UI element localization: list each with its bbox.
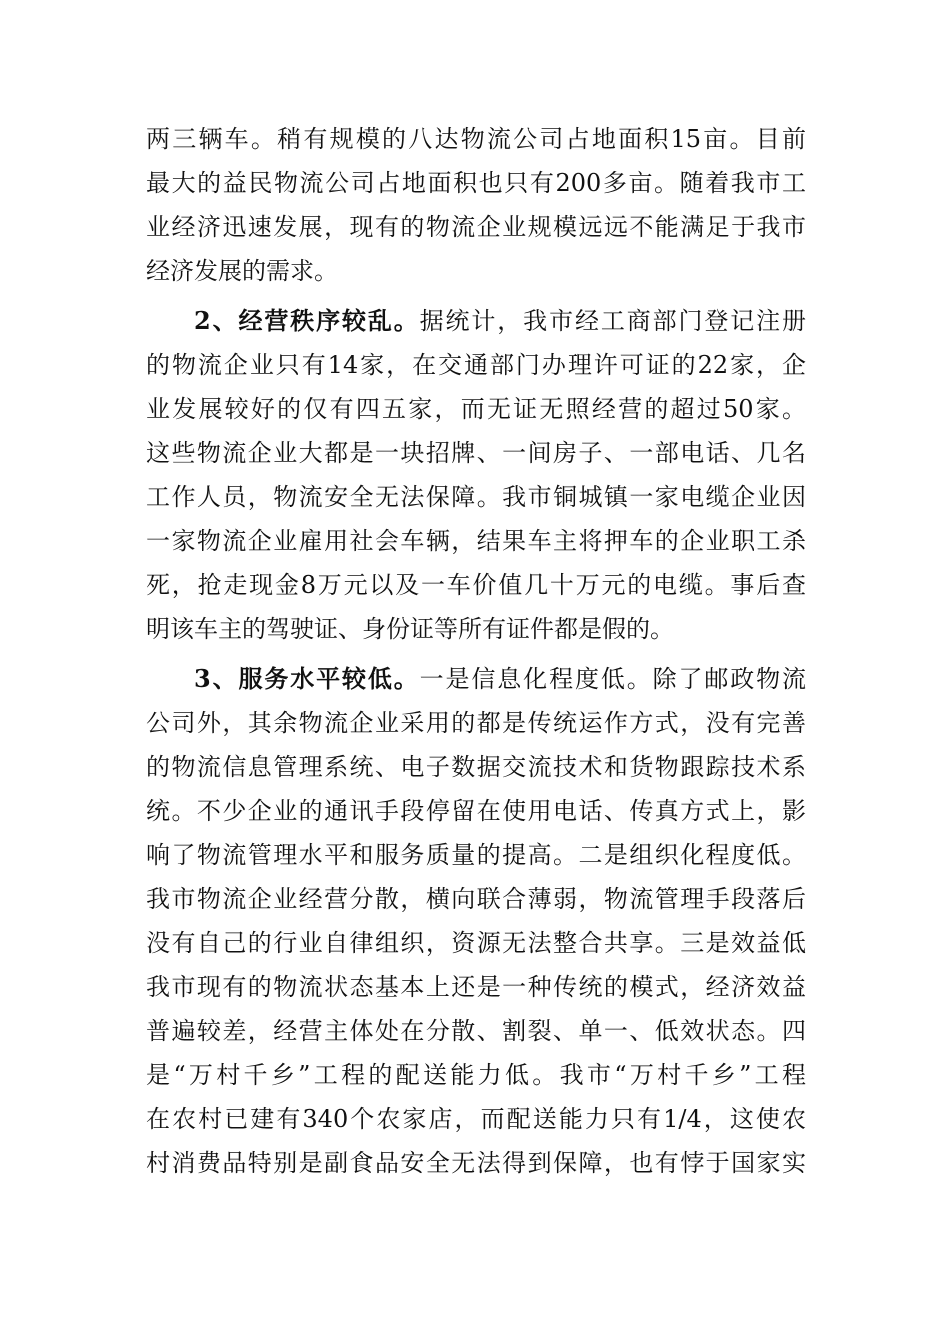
text-line: 我市物流企业经营分散，横向联合薄弱，物流管理手段落后 (146, 885, 806, 913)
text-line: 在农村已建有340个农家店，而配送能力只有1/4，这使农 (146, 1105, 806, 1133)
text-line: 业发展较好的仅有四五家，而无证无照经营的超过50家。 (146, 395, 806, 423)
text-line: 没有自己的行业自律组织，资源无法整合共享。三是效益低 (146, 929, 806, 957)
text-line: 一家物流企业雇用社会车辆，结果车主将押车的企业职工杀 (146, 527, 806, 555)
text-line: 统。不少企业的通讯手段停留在使用电话、传真方式上，影 (146, 797, 806, 825)
text-line: 死，抢走现金8万元以及一车价值几十万元的电缆。事后查 (146, 571, 806, 599)
text-line: 的物流企业只有14家，在交通部门办理许可证的22家，企 (146, 351, 806, 379)
text-line: 这些物流企业大都是一块招牌、一间房子、一部电话、几名 (146, 439, 806, 467)
section-heading: 2、经营秩序较乱。 (194, 306, 420, 335)
text-line: 两三辆车。稍有规模的八达物流公司占地面积15亩。目前 (146, 125, 806, 153)
text-line: 经济发展的需求。 (146, 257, 338, 285)
text-line: 公司外，其余物流企业采用的都是传统运作方式，没有完善 (146, 709, 806, 737)
text-line: 明该车主的驾驶证、身份证等所有证件都是假的。 (146, 615, 674, 643)
text-line: 工作人员，物流安全无法保障。我市铜城镇一家电缆企业因 (146, 483, 806, 511)
text-line: 业经济迅速发展，现有的物流企业规模远远不能满足于我市 (146, 213, 806, 241)
text-span: 据统计，我市经工商部门登记注册 (419, 307, 807, 335)
text-span: 一是信息化程度低。除了邮政物流 (419, 665, 807, 693)
section-heading: 3、服务水平较低。 (194, 664, 420, 693)
text-line: 村消费品特别是副食品安全无法得到保障，也有悖于国家实 (146, 1149, 806, 1177)
text-line: 我市现有的物流状态基本上还是一种传统的模式，经济效益 (146, 973, 806, 1001)
paragraph-first-line (194, 659, 806, 699)
text-line: 普遍较差，经营主体处在分散、割裂、单一、低效状态。四 (146, 1017, 806, 1045)
text-line: 响了物流管理水平和服务质量的提高。二是组织化程度低。 (146, 841, 806, 869)
paragraph-first-line (194, 301, 806, 341)
text-line: 是“万村千乡”工程的配送能力低。我市“万村千乡”工程 (146, 1061, 806, 1089)
text-line: 的物流信息管理系统、电子数据交流技术和货物跟踪技术系 (146, 753, 806, 781)
text-line: 最大的益民物流公司占地面积也只有200多亩。随着我市工 (146, 169, 806, 197)
